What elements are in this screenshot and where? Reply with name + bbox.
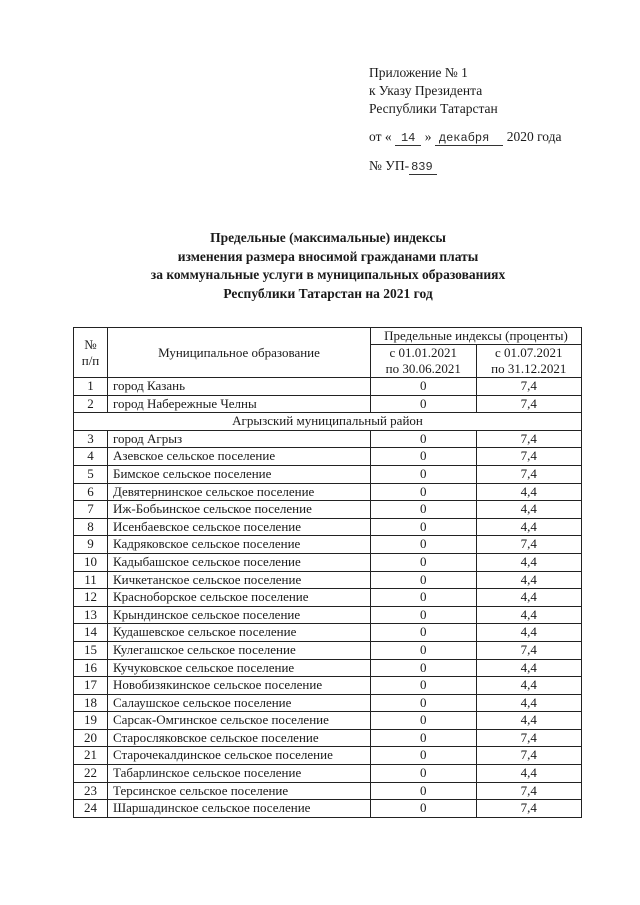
table-row (74, 677, 582, 695)
row-municipality: Кудашевское сельское поселение (108, 624, 371, 642)
appendix-label: Приложение № 1 (369, 65, 468, 80)
document-title (80, 229, 576, 303)
row-number: 13 (74, 606, 108, 624)
table-row (74, 483, 582, 501)
table-row (74, 624, 582, 642)
row-index-period-1: 0 (371, 378, 477, 396)
row-number: 19 (74, 712, 108, 730)
republic-name: Республики Татарстан (369, 101, 498, 116)
table-row (74, 765, 582, 783)
row-municipality: Девятернинское сельское поселение (108, 483, 371, 501)
number-value: 839 (409, 160, 437, 175)
period-2-end: по 31.12.2021 (491, 361, 567, 376)
table-row (74, 659, 582, 677)
row-number: 1 (74, 378, 108, 396)
row-index-period-2: 7,4 (476, 747, 582, 765)
date-prefix: от « (369, 129, 392, 144)
table-row (74, 694, 582, 712)
row-index-period-2: 4,4 (476, 677, 582, 695)
row-index-period-1: 0 (371, 465, 477, 483)
row-municipality: Кадряковское сельское поселение (108, 536, 371, 554)
row-index-period-2: 4,4 (476, 606, 582, 624)
row-municipality: город Казань (108, 378, 371, 396)
row-index-period-1: 0 (371, 448, 477, 466)
date-year: 2020 года (506, 129, 562, 144)
row-index-period-1: 0 (371, 624, 477, 642)
row-index-period-2: 4,4 (476, 571, 582, 589)
table-row (74, 571, 582, 589)
title-line-1: Предельные (максимальные) индексы (210, 230, 446, 245)
table-row (74, 782, 582, 800)
table-row (74, 518, 582, 536)
row-index-period-1: 0 (371, 589, 477, 607)
table-row (74, 501, 582, 519)
title-line-3: за коммунальные услуги в муниципальных образованиях (150, 267, 506, 282)
row-index-period-2: 4,4 (476, 589, 582, 607)
row-index-period-1: 0 (371, 694, 477, 712)
row-index-period-1: 0 (371, 677, 477, 695)
row-index-period-2: 7,4 (476, 378, 582, 396)
row-number: 5 (74, 465, 108, 483)
row-index-period-1: 0 (371, 606, 477, 624)
row-municipality: Старочекалдинское сельское поселение (108, 747, 371, 765)
row-index-period-2: 7,4 (476, 465, 582, 483)
period-1-start: с 01.01.2021 (389, 345, 458, 360)
row-number: 23 (74, 782, 108, 800)
column-header-municipality: Муниципальное образование (108, 328, 371, 378)
row-index-period-2: 7,4 (476, 729, 582, 747)
table-row (74, 747, 582, 765)
row-index-period-1: 0 (371, 518, 477, 536)
row-index-period-2: 7,4 (476, 782, 582, 800)
row-index-period-2: 7,4 (476, 641, 582, 659)
row-number: 16 (74, 659, 108, 677)
row-number: 12 (74, 589, 108, 607)
row-municipality: Кадыбашское сельское поселение (108, 553, 371, 571)
table-row (74, 606, 582, 624)
table-row (74, 430, 582, 448)
row-index-period-2: 7,4 (476, 536, 582, 554)
row-municipality: Крындинское сельское поселение (108, 606, 371, 624)
row-index-period-2: 7,4 (476, 395, 582, 413)
row-number: 15 (74, 641, 108, 659)
row-number: 22 (74, 765, 108, 783)
row-municipality: Красноборское сельское поселение (108, 589, 371, 607)
row-number: 14 (74, 624, 108, 642)
row-number: 4 (74, 448, 108, 466)
date-mid: » (424, 129, 432, 144)
row-number: 24 (74, 800, 108, 818)
row-municipality: Салаушское сельское поселение (108, 694, 371, 712)
title-line-4: Республики Татарстан на 2021 год (223, 285, 433, 301)
row-number: 18 (74, 694, 108, 712)
table-row (74, 465, 582, 483)
row-municipality: Шаршадинское сельское поселение (108, 800, 371, 818)
row-index-period-1: 0 (371, 765, 477, 783)
row-index-period-1: 0 (371, 641, 477, 659)
row-index-period-2: 4,4 (476, 765, 582, 783)
date-day: 14 (395, 131, 421, 146)
row-index-period-1: 0 (371, 536, 477, 554)
row-municipality: город Набережные Челны (108, 395, 371, 413)
row-index-period-2: 7,4 (476, 430, 582, 448)
column-header-number: № п/п (74, 328, 108, 378)
table-row (74, 641, 582, 659)
row-index-period-1: 0 (371, 430, 477, 448)
row-municipality: Табарлинское сельское поселение (108, 765, 371, 783)
row-number: 10 (74, 553, 108, 571)
group-row (74, 413, 582, 431)
column-header-indices: Предельные индексы (проценты) (371, 328, 582, 345)
row-index-period-1: 0 (371, 395, 477, 413)
row-index-period-1: 0 (371, 553, 477, 571)
period-2-start: с 01.07.2021 (494, 345, 563, 360)
date-month: декабря (435, 131, 503, 146)
table-body-cities (74, 378, 582, 413)
table-row (74, 729, 582, 747)
table-body-district (74, 430, 582, 817)
row-number: 20 (74, 729, 108, 747)
indices-table (73, 327, 582, 818)
row-index-period-2: 4,4 (476, 694, 582, 712)
row-municipality: Старосляковское сельское поселение (108, 729, 371, 747)
row-index-period-2: 4,4 (476, 712, 582, 730)
row-municipality: Сарсак-Омгинское сельское поселение (108, 712, 371, 730)
row-number: 17 (74, 677, 108, 695)
period-1-end: по 30.06.2021 (385, 361, 461, 376)
row-index-period-1: 0 (371, 747, 477, 765)
row-index-period-2: 4,4 (476, 553, 582, 571)
column-header-period-2 (476, 345, 582, 378)
row-index-period-2: 4,4 (476, 518, 582, 536)
decree-number (369, 157, 562, 176)
row-index-period-2: 4,4 (476, 624, 582, 642)
row-number: 7 (74, 501, 108, 519)
row-index-period-1: 0 (371, 712, 477, 730)
row-municipality: Иж-Бобьинское сельское поселение (108, 501, 371, 519)
row-municipality: Азевское сельское поселение (108, 448, 371, 466)
group-label: Агрызский муниципальный район (74, 413, 582, 431)
row-number: 6 (74, 483, 108, 501)
row-index-period-2: 7,4 (476, 448, 582, 466)
row-number: 21 (74, 747, 108, 765)
row-number: 8 (74, 518, 108, 536)
table-row (74, 589, 582, 607)
decree-reference: к Указу Президента (369, 83, 483, 98)
row-index-period-1: 0 (371, 729, 477, 747)
row-index-period-1: 0 (371, 782, 477, 800)
table-row (74, 378, 582, 396)
table-row (74, 553, 582, 571)
table-row (74, 395, 582, 413)
table-row (74, 712, 582, 730)
row-index-period-1: 0 (371, 800, 477, 818)
row-number: 2 (74, 395, 108, 413)
row-municipality: Бимское сельское поселение (108, 465, 371, 483)
row-municipality: город Агрыз (108, 430, 371, 448)
row-municipality: Кучуковское сельское поселение (108, 659, 371, 677)
decree-appendix-header (369, 64, 562, 176)
row-index-period-2: 4,4 (476, 659, 582, 677)
table-group (74, 413, 582, 431)
table-row (74, 448, 582, 466)
number-prefix: № УП- (369, 158, 410, 173)
row-index-period-1: 0 (371, 659, 477, 677)
title-line-2: изменения размера вносимой гражданами платы (177, 248, 479, 264)
row-number: 3 (74, 430, 108, 448)
row-index-period-2: 7,4 (476, 800, 582, 818)
row-municipality: Новобизякинское сельское поселение (108, 677, 371, 695)
row-number: 9 (74, 536, 108, 554)
column-header-period-1 (371, 345, 477, 378)
row-number: 11 (74, 571, 108, 589)
row-index-period-2: 4,4 (476, 501, 582, 519)
row-index-period-1: 0 (371, 571, 477, 589)
table-row (74, 536, 582, 554)
row-municipality: Кулегашское сельское поселение (108, 641, 371, 659)
table-row (74, 800, 582, 818)
row-municipality: Исенбаевское сельское поселение (108, 518, 371, 536)
row-index-period-2: 4,4 (476, 483, 582, 501)
decree-date (369, 128, 562, 147)
row-index-period-1: 0 (371, 501, 477, 519)
row-municipality: Терсинское сельское поселение (108, 782, 371, 800)
row-municipality: Кичкетанское сельское поселение (108, 571, 371, 589)
row-index-period-1: 0 (371, 483, 477, 501)
